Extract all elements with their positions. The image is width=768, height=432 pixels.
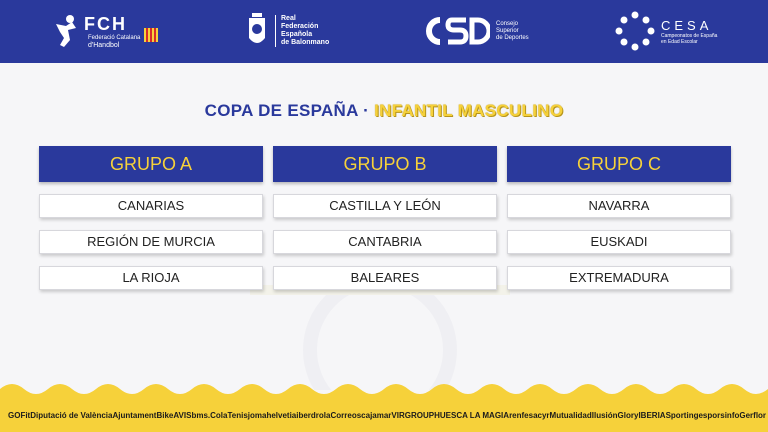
- csd-line-2: Superior: [496, 27, 519, 34]
- rfeb-line-1: Real: [281, 15, 296, 22]
- csd-logo: [426, 8, 529, 54]
- sponsor-logo: VIRGROUP: [391, 410, 435, 420]
- group-c-card: [507, 146, 731, 290]
- team-row: NAVARRA: [507, 194, 731, 218]
- group-a-header: GRUPO A: [39, 146, 263, 182]
- rfeb-line-4: de Balonmano: [281, 39, 330, 46]
- sponsor-logo: Diputació de València: [30, 410, 113, 420]
- csd-line-1: Consejo: [496, 20, 519, 27]
- sponsor-logo: Correos: [330, 410, 362, 420]
- team-row: EUSKADI: [507, 230, 731, 254]
- group-b-card: [273, 146, 497, 290]
- sponsor-logo: Mutualidad: [549, 410, 592, 420]
- sponsor-logo: Ilusión: [591, 410, 618, 420]
- group-a-card: [39, 146, 263, 290]
- team-row: CANTABRIA: [273, 230, 497, 254]
- team-row: LA RIOJA: [39, 266, 263, 290]
- team-row: BALEARES: [273, 266, 497, 290]
- sponsor-logo: AVIS: [173, 410, 192, 420]
- title-category: INFANTIL MASCULINO: [374, 101, 564, 120]
- page-title: [0, 101, 768, 121]
- team-row: CASTILLA Y LEÓN: [273, 194, 497, 218]
- sponsors-bar: [0, 404, 768, 426]
- fch-logo: [50, 8, 158, 54]
- rfeb-line-3: Española: [281, 31, 313, 38]
- sponsor-logo: HUESCA LA MAGIA: [434, 410, 510, 420]
- sponsor-logo: iberdrola: [296, 410, 331, 420]
- sponsor-logo: Ajuntament: [112, 410, 157, 420]
- handball-player-icon: [50, 14, 80, 48]
- sponsor-logo: bms.: [191, 410, 211, 420]
- team-row: REGIÓN DE MURCIA: [39, 230, 263, 254]
- sponsor-logo: Glory: [617, 410, 639, 420]
- sponsor-logo: Tenis: [227, 410, 248, 420]
- sponsor-logo: helvetia: [266, 410, 297, 420]
- sponsor-logo: sacyr: [528, 410, 550, 420]
- catalan-flag-icon: [144, 28, 158, 42]
- cesa-ring-icon: [615, 11, 655, 51]
- header-band: [0, 0, 768, 63]
- csd-line-3: de Deportes: [496, 34, 529, 41]
- group-c-header: GRUPO C: [507, 146, 731, 182]
- group-b-header: GRUPO B: [273, 146, 497, 182]
- sponsor-logo: Gerflor: [739, 410, 767, 420]
- sponsor-logo: renfe: [509, 410, 529, 420]
- sponsor-logo: joma: [247, 410, 267, 420]
- team-row: EXTREMADURA: [507, 266, 731, 290]
- sponsor-logo: Cola: [210, 410, 228, 420]
- sponsor-logo: IBERIA: [638, 410, 666, 420]
- team-row: CANARIAS: [39, 194, 263, 218]
- sponsor-logo: GOFit: [8, 410, 31, 420]
- cesa-mark: CESA: [661, 17, 713, 33]
- cesa-line-2: en Edad Escolar: [661, 38, 698, 45]
- fch-subtitle: Federació Catalana: [88, 34, 141, 41]
- rfeb-logo: [245, 8, 329, 54]
- title-prefix: COPA DE ESPAÑA ·: [204, 101, 375, 120]
- fch-name: d'Handbol: [88, 41, 120, 49]
- sponsor-logo: esporsinfo: [698, 410, 740, 420]
- fch-mark: FCH: [84, 13, 127, 34]
- sponsor-logo: cajamar: [361, 410, 392, 420]
- cesa-logo: [615, 8, 717, 54]
- sponsor-logo: Bike: [156, 410, 174, 420]
- rfeb-line-2: Federación: [281, 23, 319, 30]
- sponsor-logo: Sporting: [665, 410, 699, 420]
- csd-mark-icon: [426, 16, 490, 46]
- rfeb-crest-icon: [245, 12, 269, 50]
- cesa-line-1: Campeonatos de España: [661, 32, 718, 39]
